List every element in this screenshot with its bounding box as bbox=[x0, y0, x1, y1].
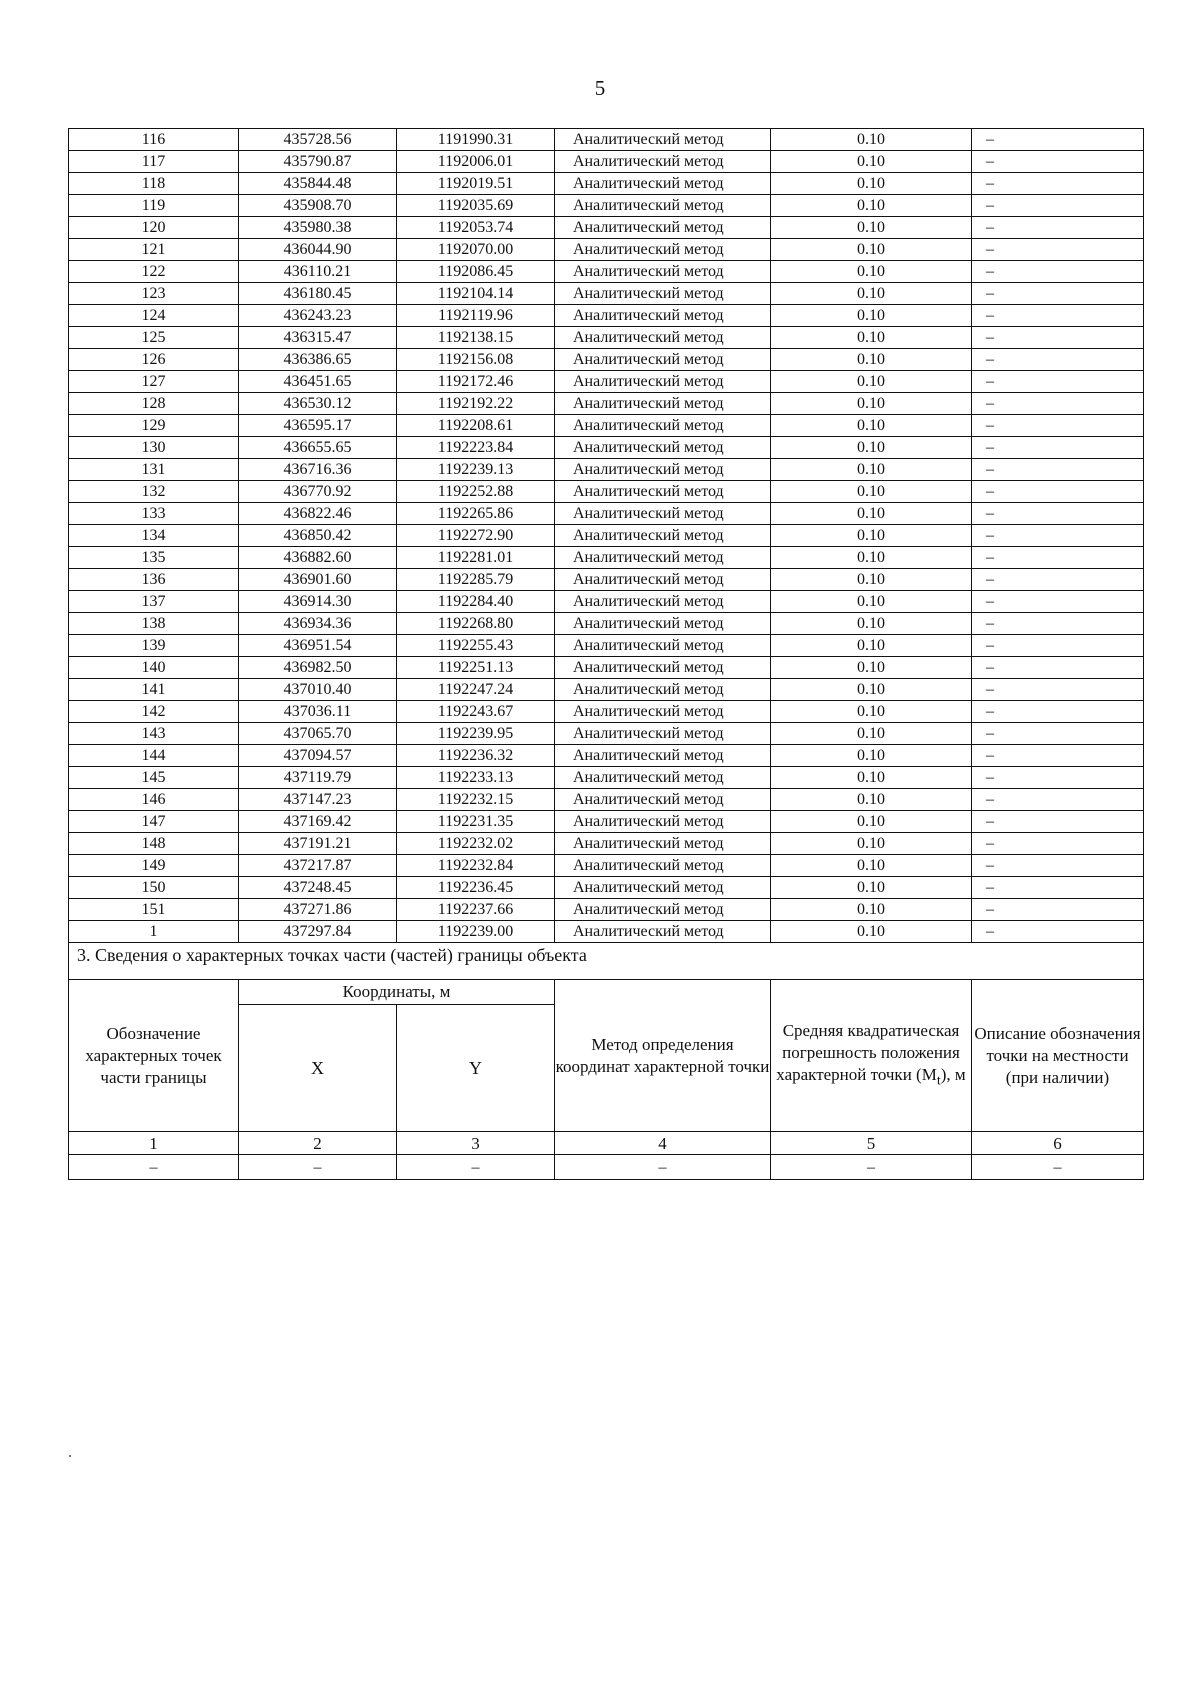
page-number: 5 bbox=[594, 76, 606, 100]
coord-y: 1191990.31 bbox=[397, 129, 555, 151]
table-row bbox=[69, 723, 1144, 745]
mean-error: 0.10 bbox=[771, 811, 972, 833]
header-description: Описание обозначения точки на местности (при наличии) bbox=[972, 980, 1144, 1132]
empty-cell: – bbox=[972, 1155, 1144, 1180]
coord-x: 436982.50 bbox=[239, 657, 397, 679]
table-row bbox=[69, 393, 1144, 415]
description: – bbox=[972, 437, 1144, 459]
description: – bbox=[972, 679, 1144, 701]
coord-x: 437271.86 bbox=[239, 899, 397, 921]
method: Аналитический метод bbox=[555, 349, 771, 371]
coord-x: 435790.87 bbox=[239, 151, 397, 173]
table-row bbox=[69, 547, 1144, 569]
coord-x: 435980.38 bbox=[239, 217, 397, 239]
coord-y: 1192232.84 bbox=[397, 855, 555, 877]
mean-error: 0.10 bbox=[771, 217, 972, 239]
mean-error: 0.10 bbox=[771, 613, 972, 635]
mean-error: 0.10 bbox=[771, 525, 972, 547]
method: Аналитический метод bbox=[555, 745, 771, 767]
point-number: 135 bbox=[69, 547, 239, 569]
table-row bbox=[69, 415, 1144, 437]
coord-x: 436595.17 bbox=[239, 415, 397, 437]
point-number: 136 bbox=[69, 569, 239, 591]
header-error-sub: t bbox=[936, 1072, 941, 1089]
point-number: 124 bbox=[69, 305, 239, 327]
mean-error: 0.10 bbox=[771, 789, 972, 811]
mean-error: 0.10 bbox=[771, 415, 972, 437]
point-number: 139 bbox=[69, 635, 239, 657]
description: – bbox=[972, 811, 1144, 833]
method: Аналитический метод bbox=[555, 899, 771, 921]
table-row bbox=[69, 481, 1144, 503]
point-number: 142 bbox=[69, 701, 239, 723]
mean-error: 0.10 bbox=[771, 261, 972, 283]
coord-y: 1192223.84 bbox=[397, 437, 555, 459]
method: Аналитический метод bbox=[555, 217, 771, 239]
point-number: 116 bbox=[69, 129, 239, 151]
coord-y: 1192138.15 bbox=[397, 327, 555, 349]
point-number: 122 bbox=[69, 261, 239, 283]
table-row bbox=[69, 899, 1144, 921]
method: Аналитический метод bbox=[555, 503, 771, 525]
coordinates-table bbox=[68, 128, 1144, 1180]
coord-x: 436386.65 bbox=[239, 349, 397, 371]
method: Аналитический метод bbox=[555, 459, 771, 481]
scan-speck bbox=[69, 1455, 71, 1457]
coord-y: 1192285.79 bbox=[397, 569, 555, 591]
column-number: 5 bbox=[771, 1132, 972, 1155]
table-row bbox=[69, 239, 1144, 261]
header-y: Y bbox=[397, 1005, 555, 1132]
coord-y: 1192192.22 bbox=[397, 393, 555, 415]
mean-error: 0.10 bbox=[771, 921, 972, 943]
coord-y: 1192281.01 bbox=[397, 547, 555, 569]
description: – bbox=[972, 833, 1144, 855]
method: Аналитический метод bbox=[555, 701, 771, 723]
description: – bbox=[972, 525, 1144, 547]
description: – bbox=[972, 481, 1144, 503]
mean-error: 0.10 bbox=[771, 195, 972, 217]
table-row bbox=[69, 173, 1144, 195]
table-row bbox=[69, 789, 1144, 811]
coord-x: 436530.12 bbox=[239, 393, 397, 415]
mean-error: 0.10 bbox=[771, 239, 972, 261]
point-number: 148 bbox=[69, 833, 239, 855]
coord-y: 1192231.35 bbox=[397, 811, 555, 833]
coord-x: 436770.92 bbox=[239, 481, 397, 503]
point-number: 117 bbox=[69, 151, 239, 173]
column-number: 1 bbox=[69, 1132, 239, 1155]
method: Аналитический метод bbox=[555, 261, 771, 283]
coord-y: 1192232.15 bbox=[397, 789, 555, 811]
column-number: 3 bbox=[397, 1132, 555, 1155]
point-number: 120 bbox=[69, 217, 239, 239]
column-number: 2 bbox=[239, 1132, 397, 1155]
table-row bbox=[69, 635, 1144, 657]
description: – bbox=[972, 701, 1144, 723]
description: – bbox=[972, 547, 1144, 569]
coord-x: 436110.21 bbox=[239, 261, 397, 283]
description: – bbox=[972, 503, 1144, 525]
description: – bbox=[972, 591, 1144, 613]
coord-y: 1192086.45 bbox=[397, 261, 555, 283]
mean-error: 0.10 bbox=[771, 591, 972, 613]
method: Аналитический метод bbox=[555, 833, 771, 855]
coord-y: 1192272.90 bbox=[397, 525, 555, 547]
method: Аналитический метод bbox=[555, 525, 771, 547]
method: Аналитический метод bbox=[555, 547, 771, 569]
description: – bbox=[972, 767, 1144, 789]
table-row bbox=[69, 151, 1144, 173]
description: – bbox=[972, 129, 1144, 151]
description: – bbox=[972, 217, 1144, 239]
description: – bbox=[972, 239, 1144, 261]
coord-y: 1192247.24 bbox=[397, 679, 555, 701]
coord-x: 436850.42 bbox=[239, 525, 397, 547]
mean-error: 0.10 bbox=[771, 657, 972, 679]
coord-x: 437191.21 bbox=[239, 833, 397, 855]
mean-error: 0.10 bbox=[771, 173, 972, 195]
coord-y: 1192239.13 bbox=[397, 459, 555, 481]
method: Аналитический метод bbox=[555, 437, 771, 459]
coord-y: 1192236.32 bbox=[397, 745, 555, 767]
table-row bbox=[69, 613, 1144, 635]
mean-error: 0.10 bbox=[771, 393, 972, 415]
coord-y: 1192284.40 bbox=[397, 591, 555, 613]
point-number: 125 bbox=[69, 327, 239, 349]
table-row bbox=[69, 811, 1144, 833]
coord-x: 437065.70 bbox=[239, 723, 397, 745]
header-error-text: Средняя квадратическая погрешность положения характерной точки (M bbox=[776, 1020, 960, 1084]
method: Аналитический метод bbox=[555, 591, 771, 613]
point-number: 147 bbox=[69, 811, 239, 833]
table-row bbox=[69, 327, 1144, 349]
coord-x: 436822.46 bbox=[239, 503, 397, 525]
coord-x: 436934.36 bbox=[239, 613, 397, 635]
table-row bbox=[69, 283, 1144, 305]
mean-error: 0.10 bbox=[771, 349, 972, 371]
coord-x: 436951.54 bbox=[239, 635, 397, 657]
description: – bbox=[972, 657, 1144, 679]
method: Аналитический метод bbox=[555, 283, 771, 305]
mean-error: 0.10 bbox=[771, 855, 972, 877]
coord-x: 437094.57 bbox=[239, 745, 397, 767]
method: Аналитический метод bbox=[555, 613, 771, 635]
method: Аналитический метод bbox=[555, 679, 771, 701]
method: Аналитический метод bbox=[555, 195, 771, 217]
description: – bbox=[972, 877, 1144, 899]
table-row bbox=[69, 195, 1144, 217]
point-number: 128 bbox=[69, 393, 239, 415]
coordinates-rows bbox=[69, 129, 1144, 943]
method: Аналитический метод bbox=[555, 305, 771, 327]
header-error-unit: ), м bbox=[940, 1064, 966, 1084]
mean-error: 0.10 bbox=[771, 701, 972, 723]
empty-cell: – bbox=[69, 1155, 239, 1180]
mean-error: 0.10 bbox=[771, 877, 972, 899]
description: – bbox=[972, 327, 1144, 349]
point-number: 140 bbox=[69, 657, 239, 679]
table-row bbox=[69, 657, 1144, 679]
point-number: 143 bbox=[69, 723, 239, 745]
section-3 bbox=[69, 943, 1144, 1180]
description: – bbox=[972, 151, 1144, 173]
coord-y: 1192104.14 bbox=[397, 283, 555, 305]
section-3-title: 3. Сведения о характерных точках части (частей) границы объекта bbox=[69, 943, 1144, 980]
coord-x: 436655.65 bbox=[239, 437, 397, 459]
description: – bbox=[972, 921, 1144, 943]
method: Аналитический метод bbox=[555, 657, 771, 679]
coord-y: 1192172.46 bbox=[397, 371, 555, 393]
point-number: 145 bbox=[69, 767, 239, 789]
coord-y: 1192265.86 bbox=[397, 503, 555, 525]
mean-error: 0.10 bbox=[771, 745, 972, 767]
table-row bbox=[69, 459, 1144, 481]
description: – bbox=[972, 899, 1144, 921]
coord-y: 1192035.69 bbox=[397, 195, 555, 217]
description: – bbox=[972, 855, 1144, 877]
coord-x: 435908.70 bbox=[239, 195, 397, 217]
table-row bbox=[69, 217, 1144, 239]
method: Аналитический метод bbox=[555, 569, 771, 591]
coord-x: 437010.40 bbox=[239, 679, 397, 701]
table-row bbox=[69, 371, 1144, 393]
coord-x: 437169.42 bbox=[239, 811, 397, 833]
method: Аналитический метод bbox=[555, 723, 771, 745]
table-row bbox=[69, 525, 1144, 547]
table-row bbox=[69, 679, 1144, 701]
description: – bbox=[972, 459, 1144, 481]
table-row bbox=[69, 305, 1144, 327]
point-number: 129 bbox=[69, 415, 239, 437]
coord-x: 435844.48 bbox=[239, 173, 397, 195]
point-number: 141 bbox=[69, 679, 239, 701]
coord-x: 435728.56 bbox=[239, 129, 397, 151]
point-number: 138 bbox=[69, 613, 239, 635]
point-number: 1 bbox=[69, 921, 239, 943]
table-row bbox=[69, 745, 1144, 767]
coord-x: 436243.23 bbox=[239, 305, 397, 327]
coord-x: 437248.45 bbox=[239, 877, 397, 899]
description: – bbox=[972, 635, 1144, 657]
coord-x: 436716.36 bbox=[239, 459, 397, 481]
header-error bbox=[771, 980, 972, 1132]
column-number: 4 bbox=[555, 1132, 771, 1155]
point-number: 118 bbox=[69, 173, 239, 195]
mean-error: 0.10 bbox=[771, 283, 972, 305]
table-row bbox=[69, 833, 1144, 855]
coord-x: 437297.84 bbox=[239, 921, 397, 943]
coord-y: 1192239.00 bbox=[397, 921, 555, 943]
point-number: 151 bbox=[69, 899, 239, 921]
coord-x: 436914.30 bbox=[239, 591, 397, 613]
point-number: 132 bbox=[69, 481, 239, 503]
method: Аналитический метод bbox=[555, 855, 771, 877]
description: – bbox=[972, 415, 1144, 437]
point-number: 123 bbox=[69, 283, 239, 305]
table-row bbox=[69, 767, 1144, 789]
mean-error: 0.10 bbox=[771, 503, 972, 525]
mean-error: 0.10 bbox=[771, 833, 972, 855]
description: – bbox=[972, 723, 1144, 745]
table-row bbox=[69, 855, 1144, 877]
mean-error: 0.10 bbox=[771, 635, 972, 657]
mean-error: 0.10 bbox=[771, 569, 972, 591]
method: Аналитический метод bbox=[555, 415, 771, 437]
coord-y: 1192236.45 bbox=[397, 877, 555, 899]
point-number: 130 bbox=[69, 437, 239, 459]
table-row bbox=[69, 503, 1144, 525]
point-number: 119 bbox=[69, 195, 239, 217]
description: – bbox=[972, 393, 1144, 415]
mean-error: 0.10 bbox=[771, 371, 972, 393]
coord-y: 1192019.51 bbox=[397, 173, 555, 195]
point-number: 127 bbox=[69, 371, 239, 393]
header-coordinates: Координаты, м bbox=[239, 980, 555, 1005]
mean-error: 0.10 bbox=[771, 151, 972, 173]
mean-error: 0.10 bbox=[771, 305, 972, 327]
point-number: 121 bbox=[69, 239, 239, 261]
coord-x: 437036.11 bbox=[239, 701, 397, 723]
coord-y: 1192006.01 bbox=[397, 151, 555, 173]
description: – bbox=[972, 283, 1144, 305]
method: Аналитический метод bbox=[555, 811, 771, 833]
mean-error: 0.10 bbox=[771, 481, 972, 503]
table-row bbox=[69, 437, 1144, 459]
mean-error: 0.10 bbox=[771, 459, 972, 481]
coord-y: 1192053.74 bbox=[397, 217, 555, 239]
description: – bbox=[972, 745, 1144, 767]
description: – bbox=[972, 613, 1144, 635]
method: Аналитический метод bbox=[555, 635, 771, 657]
method: Аналитический метод bbox=[555, 789, 771, 811]
point-number: 126 bbox=[69, 349, 239, 371]
empty-cell: – bbox=[771, 1155, 972, 1180]
description: – bbox=[972, 305, 1144, 327]
table-row bbox=[69, 591, 1144, 613]
coord-x: 436180.45 bbox=[239, 283, 397, 305]
coord-x: 436882.60 bbox=[239, 547, 397, 569]
coord-y: 1192208.61 bbox=[397, 415, 555, 437]
coord-y: 1192255.43 bbox=[397, 635, 555, 657]
table-row bbox=[69, 569, 1144, 591]
empty-cell: – bbox=[397, 1155, 555, 1180]
coord-y: 1192156.08 bbox=[397, 349, 555, 371]
mean-error: 0.10 bbox=[771, 723, 972, 745]
method: Аналитический метод bbox=[555, 393, 771, 415]
method: Аналитический метод bbox=[555, 371, 771, 393]
description: – bbox=[972, 349, 1144, 371]
column-number: 6 bbox=[972, 1132, 1144, 1155]
coord-y: 1192251.13 bbox=[397, 657, 555, 679]
point-number: 150 bbox=[69, 877, 239, 899]
table-row bbox=[69, 261, 1144, 283]
mean-error: 0.10 bbox=[771, 767, 972, 789]
method: Аналитический метод bbox=[555, 129, 771, 151]
header-designation: Обозначение характерных точек части границы bbox=[69, 980, 239, 1132]
mean-error: 0.10 bbox=[771, 129, 972, 151]
method: Аналитический метод bbox=[555, 481, 771, 503]
point-number: 149 bbox=[69, 855, 239, 877]
table-row bbox=[69, 129, 1144, 151]
description: – bbox=[972, 569, 1144, 591]
mean-error: 0.10 bbox=[771, 899, 972, 921]
point-number: 144 bbox=[69, 745, 239, 767]
coord-x: 437119.79 bbox=[239, 767, 397, 789]
coord-x: 436901.60 bbox=[239, 569, 397, 591]
coord-y: 1192233.13 bbox=[397, 767, 555, 789]
mean-error: 0.10 bbox=[771, 437, 972, 459]
point-number: 131 bbox=[69, 459, 239, 481]
description: – bbox=[972, 261, 1144, 283]
coord-x: 437147.23 bbox=[239, 789, 397, 811]
coord-y: 1192243.67 bbox=[397, 701, 555, 723]
point-number: 137 bbox=[69, 591, 239, 613]
mean-error: 0.10 bbox=[771, 327, 972, 349]
empty-cell: – bbox=[555, 1155, 771, 1180]
description: – bbox=[972, 371, 1144, 393]
column-numbers-row bbox=[69, 1132, 1144, 1155]
coord-y: 1192268.80 bbox=[397, 613, 555, 635]
description: – bbox=[972, 173, 1144, 195]
table-row bbox=[69, 921, 1144, 943]
method: Аналитический метод bbox=[555, 151, 771, 173]
description: – bbox=[972, 195, 1144, 217]
coord-x: 437217.87 bbox=[239, 855, 397, 877]
point-number: 146 bbox=[69, 789, 239, 811]
coord-x: 436044.90 bbox=[239, 239, 397, 261]
mean-error: 0.10 bbox=[771, 679, 972, 701]
method: Аналитический метод bbox=[555, 173, 771, 195]
coord-y: 1192119.96 bbox=[397, 305, 555, 327]
method: Аналитический метод bbox=[555, 327, 771, 349]
header-x: X bbox=[239, 1005, 397, 1132]
coord-y: 1192070.00 bbox=[397, 239, 555, 261]
coord-y: 1192237.66 bbox=[397, 899, 555, 921]
coord-y: 1192252.88 bbox=[397, 481, 555, 503]
header-method: Метод определения координат характерной точки bbox=[555, 980, 771, 1132]
method: Аналитический метод bbox=[555, 239, 771, 261]
empty-data-row bbox=[69, 1155, 1144, 1180]
method: Аналитический метод bbox=[555, 877, 771, 899]
description: – bbox=[972, 789, 1144, 811]
mean-error: 0.10 bbox=[771, 547, 972, 569]
table-row bbox=[69, 349, 1144, 371]
method: Аналитический метод bbox=[555, 921, 771, 943]
table-row bbox=[69, 701, 1144, 723]
point-number: 133 bbox=[69, 503, 239, 525]
table-row bbox=[69, 877, 1144, 899]
point-number: 134 bbox=[69, 525, 239, 547]
coord-y: 1192232.02 bbox=[397, 833, 555, 855]
coord-x: 436315.47 bbox=[239, 327, 397, 349]
empty-cell: – bbox=[239, 1155, 397, 1180]
coord-y: 1192239.95 bbox=[397, 723, 555, 745]
method: Аналитический метод bbox=[555, 767, 771, 789]
coord-x: 436451.65 bbox=[239, 371, 397, 393]
